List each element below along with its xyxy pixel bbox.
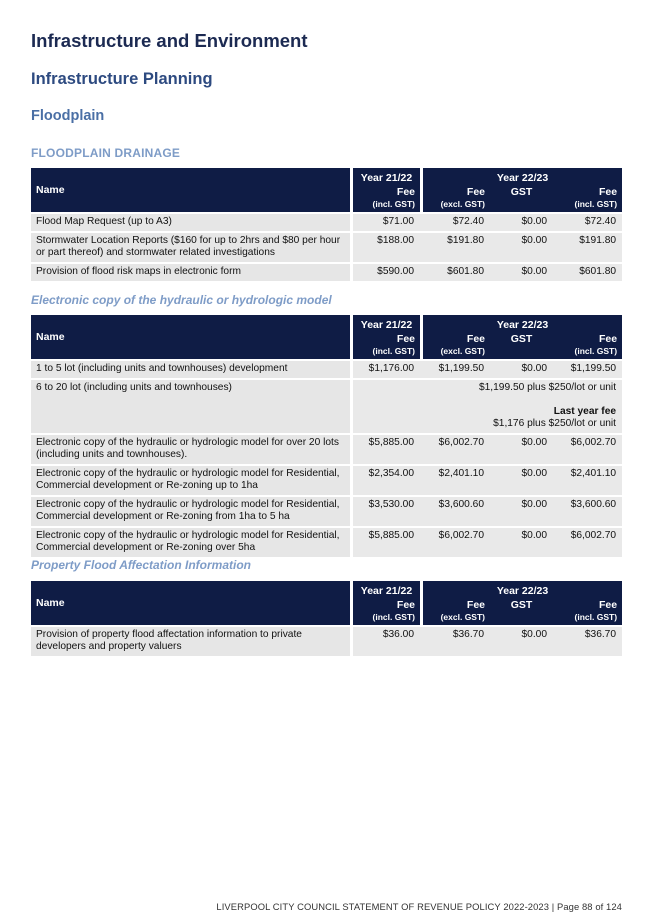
fee-gst: $0.00 [490, 231, 553, 262]
fee-prev: $71.00 [350, 212, 420, 231]
flood-affectation-heading: Property Flood Affectation Information [31, 558, 252, 572]
hydraulic-model-table [31, 315, 622, 557]
section-heading: Infrastructure Planning [31, 70, 213, 88]
fee-gst: $0.00 [490, 464, 553, 495]
fee-excl: $191.80 [420, 231, 490, 262]
fee-name: Provision of flood risk maps in electronic form [31, 262, 350, 281]
fee-gst: $0.00 [490, 495, 553, 526]
table-row [31, 464, 622, 495]
fee-excl: $6,002.70 [420, 433, 490, 464]
column-header-fee-incl: Fee (incl. GST) [350, 333, 420, 359]
last-year-fee: $1,176 plus $250/lot or unit [493, 418, 617, 429]
fee-name: 1 to 5 lot (including units and townhouses) development [31, 359, 350, 378]
fee-incl: $601.80 [553, 262, 622, 281]
fee-prev: $36.00 [350, 625, 420, 656]
fee-name: Provision of property flood affectation information to private developers and property valuers [31, 625, 350, 656]
fee-gst: $0.00 [490, 625, 553, 656]
table-row [31, 495, 622, 526]
fee-excl: $6,002.70 [420, 526, 490, 557]
fee-prev: $188.00 [350, 231, 420, 262]
fee-prev: $590.00 [350, 262, 420, 281]
fee-incl: $2,401.10 [553, 464, 622, 495]
column-header-fee-excl: Fee (excl. GST) [420, 186, 490, 212]
column-header-fee-incl: Fee (incl. GST) [553, 333, 622, 359]
table-row [31, 262, 622, 281]
column-header-name: Name [31, 581, 350, 625]
hydraulic-model-heading: Electronic copy of the hydraulic or hydrologic model [31, 293, 332, 307]
table-row [31, 433, 622, 464]
column-header-gst: GST [490, 599, 553, 625]
column-header-year-prev: Year 21/22 [350, 581, 420, 599]
column-header-gst: GST [490, 333, 553, 359]
last-year-label: Last year fee [553, 406, 617, 417]
fee-excl: $2,401.10 [420, 464, 490, 495]
fee-prev: $3,530.00 [350, 495, 420, 526]
column-header-year-curr: Year 22/23 [420, 581, 622, 599]
fee-name: 6 to 20 lot (including units and townhouses) [31, 378, 350, 433]
fee-text: $1,199.50 plus $250/lot or unit [478, 382, 617, 393]
fee-gst: $0.00 [490, 359, 553, 378]
fee-name: Stormwater Location Reports ($160 for up to 2hrs and $80 per hour or part thereof) and stormwater related investigations [31, 231, 350, 262]
column-header-name: Name [31, 168, 350, 212]
fee-excl: $36.70 [420, 625, 490, 656]
column-header-fee-incl: Fee (incl. GST) [553, 599, 622, 625]
table-row [31, 378, 622, 433]
fee-excl: $1,199.50 [420, 359, 490, 378]
fee-gst: $0.00 [490, 212, 553, 231]
table-row [31, 359, 622, 378]
column-header-year-curr: Year 22/23 [420, 168, 622, 186]
category-heading: FLOODPLAIN DRAINAGE [31, 146, 181, 160]
column-header-fee-incl: Fee (incl. GST) [553, 186, 622, 212]
fee-prev: $5,885.00 [350, 433, 420, 464]
fee-excl: $3,600.60 [420, 495, 490, 526]
fee-prev: $5,885.00 [350, 526, 420, 557]
column-header-fee-incl: Fee (incl. GST) [350, 186, 420, 212]
fee-incl: $72.40 [553, 212, 622, 231]
fee-name: Electronic copy of the hydraulic or hydrologic model for Residential, Commercial development or Re-zoning from 1ha to 5 ha [31, 495, 350, 526]
fee-incl: $6,002.70 [553, 526, 622, 557]
table-row [31, 625, 622, 656]
fee-excl: $601.80 [420, 262, 490, 281]
flood-affectation-table [31, 581, 622, 656]
table-row [31, 526, 622, 557]
fee-incl: $3,600.60 [553, 495, 622, 526]
fee-text-cell [350, 378, 622, 433]
fee-incl: $36.70 [553, 625, 622, 656]
fee-incl: $191.80 [553, 231, 622, 262]
column-header-fee-incl: Fee (incl. GST) [350, 599, 420, 625]
column-header-year-curr: Year 22/23 [420, 315, 622, 333]
column-header-gst: GST [490, 186, 553, 212]
column-header-fee-excl: Fee (excl. GST) [420, 333, 490, 359]
fee-excl: $72.40 [420, 212, 490, 231]
fee-incl: $6,002.70 [553, 433, 622, 464]
floodplain-drainage-table [31, 168, 622, 281]
fee-name: Flood Map Request (up to A3) [31, 212, 350, 231]
page-title: Infrastructure and Environment [31, 30, 308, 51]
column-header-year-prev: Year 21/22 [350, 315, 420, 333]
column-header-fee-excl: Fee (excl. GST) [420, 599, 490, 625]
column-header-name: Name [31, 315, 350, 359]
fee-name: Electronic copy of the hydraulic or hydrologic model for Residential, Commercial development or Re-zoning up to 1ha [31, 464, 350, 495]
table-row [31, 212, 622, 231]
fee-prev: $2,354.00 [350, 464, 420, 495]
page-footer: LIVERPOOL CITY COUNCIL STATEMENT OF REVENUE POLICY 2022-2023 | Page 88 of 124 [216, 901, 622, 912]
fee-prev: $1,176.00 [350, 359, 420, 378]
fee-gst: $0.00 [490, 433, 553, 464]
column-header-year-prev: Year 21/22 [350, 168, 420, 186]
table-row [31, 231, 622, 262]
fee-name: Electronic copy of the hydraulic or hydrologic model for Residential, Commercial development or Re-zoning over 5ha [31, 526, 350, 557]
fee-gst: $0.00 [490, 262, 553, 281]
fee-name: Electronic copy of the hydraulic or hydrologic model for over 20 lots (including units and townhouses). [31, 433, 350, 464]
subsection-heading: Floodplain [31, 108, 105, 124]
fee-incl: $1,199.50 [553, 359, 622, 378]
fee-gst: $0.00 [490, 526, 553, 557]
